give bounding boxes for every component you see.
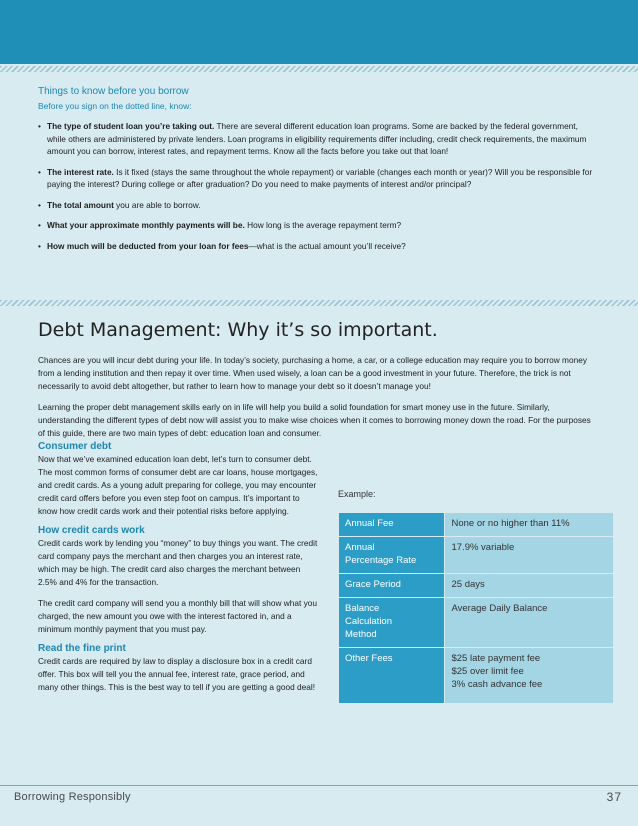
- footer-title: Borrowing Responsibly: [14, 791, 131, 803]
- list-item: [38, 166, 598, 191]
- tips-list: [38, 120, 598, 252]
- fine-print-heading: Read the fine print: [38, 643, 126, 654]
- table-row: [339, 648, 614, 704]
- debt-section: [38, 318, 598, 440]
- credit-cards-text: Credit cards work by lending you “money” to buy things you want. The credit card company pays the merchant and then charges you an interest rate, which may be high. The credit card also charges the merchant between 2.5% and 4% for the transaction.: [38, 538, 318, 587]
- page-number: 37: [606, 790, 622, 804]
- item-lead: The total amount: [47, 199, 114, 210]
- row-value: 25 days: [445, 574, 614, 598]
- row-key: Annual Fee: [339, 513, 445, 537]
- item-lead: The type of student loan you’re taking out.: [47, 121, 215, 131]
- example-label: Example:: [338, 489, 376, 499]
- table-row: [339, 598, 614, 648]
- tips-title: Things to know before you borrow: [38, 86, 189, 97]
- list-item: [38, 199, 598, 212]
- credit-cards-text: The credit card company will send you a monthly bill that will show what you charged, the new amount you owe with the interest factored in, and a minimum monthly payment that you must pay.: [38, 598, 317, 634]
- item-lead: What your approximate monthly payments will be.: [47, 220, 245, 230]
- row-value: None or no higher than 11%: [445, 513, 614, 537]
- table-row: [339, 537, 614, 574]
- table-row: [339, 513, 614, 537]
- list-item: [38, 219, 598, 232]
- item-text: you are able to borrow.: [113, 199, 201, 210]
- footer-rule: [0, 785, 638, 786]
- hatch-divider: [0, 300, 638, 306]
- row-key: Grace Period: [339, 574, 445, 598]
- debt-paragraph: Chances are you will incur debt during your life. In today’s society, purchasing a home, a car, or a college education may require you to borrow money from a lending institution and then repay it over time. When used wisely, a loan can be a good investment in your future. Therefore, the trick is not necessarily to avoid debt altogether, but rather to learn how to manage your debt so it doesn’t manage you!: [38, 355, 587, 391]
- row-key: Balance Calculation Method: [339, 598, 445, 648]
- hatch-divider: [0, 66, 638, 72]
- row-key: Annual Percentage Rate: [339, 537, 445, 574]
- row-value: 17.9% variable: [445, 537, 614, 574]
- item-text: There are several different education loan programs. Some are backed by the federal government, while others are administered by private lenders. Loan programs in eligibility requirements differ including, credit check requirements, the maximum amount you can borrow, interest rates, and repayment terms. Know all the facts before you take out that loan!: [47, 121, 587, 156]
- row-value: $25 late payment fee $25 over limit fee 3% cash advance fee: [445, 648, 614, 704]
- row-value: Average Daily Balance: [445, 598, 614, 648]
- item-lead: The interest rate.: [47, 166, 114, 177]
- consumer-debt-text: Now that we’ve examined education loan debt, let’s turn to consumer debt. The most common forms of consumer debt are car loans, house mortgages, and credit cards. As a young adult preparing for college, you may encounter credit card offers before you even step foot on campus. It’s important to know how credit cards work and their potential risks before applying.: [38, 454, 318, 516]
- item-text: —what is the actual amount you’ll receive?: [248, 240, 406, 251]
- tips-section: [38, 86, 598, 260]
- row-key: Other Fees: [339, 648, 445, 704]
- list-item: [38, 120, 598, 158]
- table-row: [339, 574, 614, 598]
- section-title: Debt Management: Why it’s so important.: [38, 319, 438, 341]
- header-bar: [0, 0, 638, 64]
- item-text: Is it fixed (stays the same throughout the whole repayment) or variable (changes each month or year)? Will you be responsible for paying the interest? During college or after graduation? Do you need to make payments of interest and/or principal?: [47, 166, 593, 189]
- credit-cards-heading: How credit cards work: [38, 525, 145, 536]
- consumer-debt-heading: Consumer debt: [38, 441, 112, 452]
- debt-paragraph: Learning the proper debt management skills early on in life will help you build a solid foundation for smart money use in the future. Similarly, understanding the different types of debt now will assist you to make wise choices when it comes to borrowing money down the road. For the purposes of this guide, there are two main types of debt: education loan and consumer.: [38, 402, 591, 438]
- consumer-debt-column: [38, 440, 318, 694]
- fine-print-text: Credit cards are required by law to display a disclosure box in a credit card offer. This box will tell you the annual fee, interest rate, grace period, and many other things. This is the best way to tell if you are getting a good deal!: [38, 656, 316, 692]
- disclosure-table: [338, 512, 614, 704]
- list-item: [38, 240, 598, 253]
- tips-subtitle: Before you sign on the dotted line, know:: [38, 101, 192, 111]
- item-lead: How much will be deducted from your loan for fees: [47, 240, 249, 251]
- item-text: How long is the average repayment term?: [244, 220, 402, 230]
